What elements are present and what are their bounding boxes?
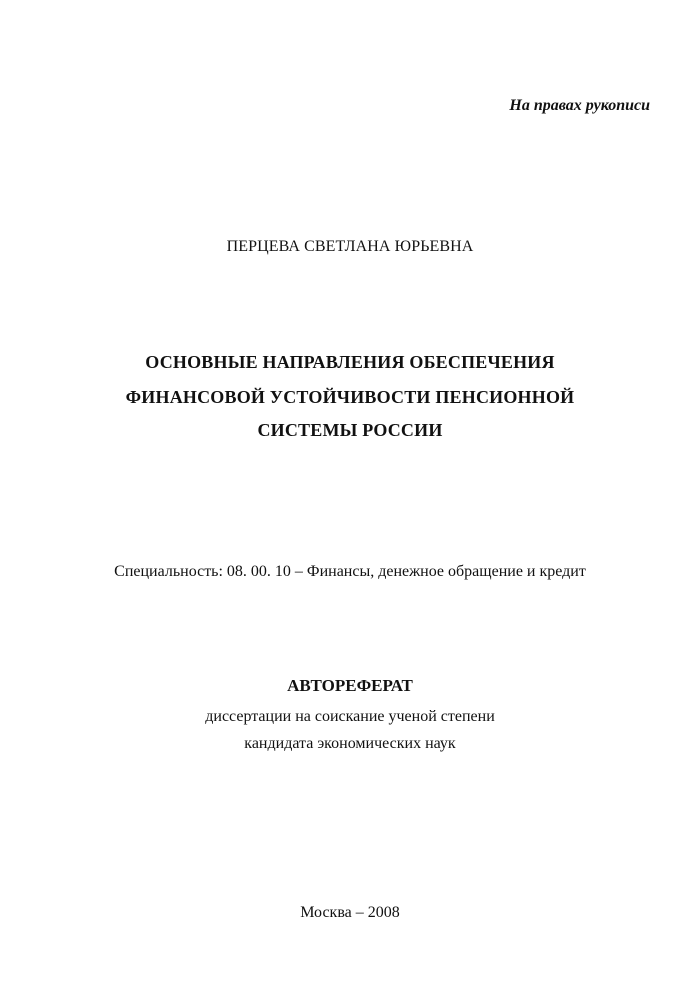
manuscript-rights-note: На правах рукописи [509,97,650,114]
place-and-year: Москва – 2008 [300,904,400,921]
degree-purpose-line-1: диссертации на соискание ученой степени [205,708,495,725]
degree-purpose-line-2: кандидата экономических наук [244,735,456,752]
dissertation-title-line-2: ФИНАНСОВОЙ УСТОЙЧИВОСТИ ПЕНСИОННОЙ [125,387,575,407]
dissertation-title-line-3: СИСТЕМЫ РОССИИ [257,420,443,440]
dissertation-title-line-1: ОСНОВНЫЕ НАПРАВЛЕНИЯ ОБЕСПЕЧЕНИЯ [145,352,555,372]
author-name: ПЕРЦЕВА СВЕТЛАНА ЮРЬЕВНА [226,238,474,255]
document-type: АВТОРЕФЕРАТ [287,676,413,695]
specialty-line: Специальность: 08. 00. 10 – Финансы, денежное обращение и кредит [114,563,586,580]
